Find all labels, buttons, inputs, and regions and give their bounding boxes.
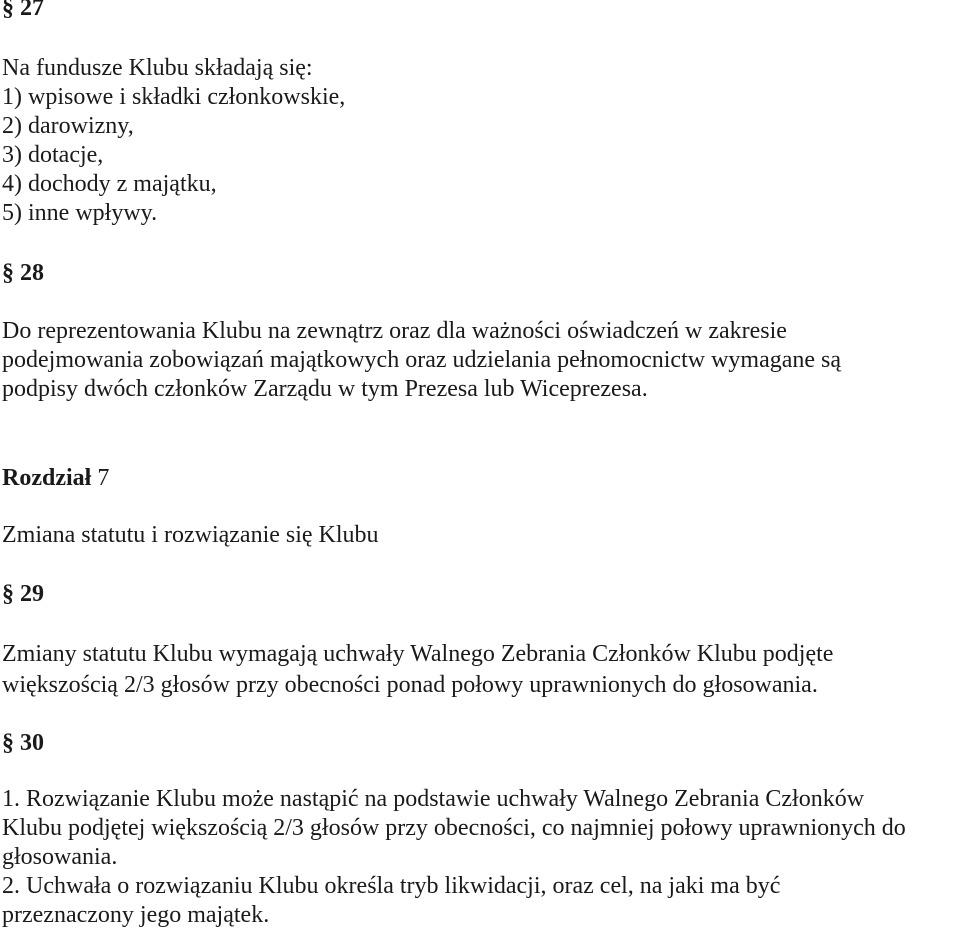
section-number: 27 [20,0,44,21]
section-number: 30 [20,730,44,756]
section-29-heading [2,580,44,608]
chapter-title: Zmiana statutu i rozwiązanie się Klubu [2,522,379,548]
paragraph-line: większością 2/3 głosów przy obecności ponad połowy uprawnionych do głosowania. [2,672,818,698]
paragraph-line: Zmiany statutu Klubu wymagają uchwały Walnego Zebrania Członków Klubu podjęte [2,641,834,667]
section-number: 29 [20,581,44,607]
funds-list [2,54,345,228]
funds-item: 3) dotacje, [2,142,104,168]
funds-item: 5) inne wpływy. [2,200,158,226]
paragraph-line: 1. Rozwiązanie Klubu może nastąpić na podstawie uchwały Walnego Zebrania Członków [2,786,865,812]
amendments-paragraph [2,639,833,701]
section-27-heading [2,0,44,22]
funds-item: 1) wpisowe i składki członkowskie, [2,84,346,110]
section-28-heading [2,259,44,287]
paragraph-line: podpisy dwóch członków Zarządu w tym Prezesa lub Wiceprezesa. [2,376,648,402]
paragraph-line: głosowania. [2,844,118,870]
chapter-number: 7 [97,465,110,491]
paragraph-line: 2. Uchwała o rozwiązaniu Klubu określa tryb likwidacji, oraz cel, na jaki ma być [2,873,781,899]
paragraph-line: podejmowania zobowiązań majątkowych oraz udzielania pełnomocnictw wymagane są [2,347,842,373]
section-symbol: § [2,0,14,21]
paragraph-line: Klubu podjętej większością 2/3 głosów przy obecności, co najmniej połowy uprawnionych do [2,815,906,841]
section-symbol: § [2,260,14,286]
section-number: 28 [20,260,44,286]
section-symbol: § [2,581,14,607]
paragraph-line: przeznaczony jego majątek. [2,902,270,928]
dissolution-paragraph [2,785,906,930]
funds-intro: Na fundusze Klubu składają się: [2,55,313,81]
section-symbol: § [2,730,14,756]
funds-item: 4) dochody z majątku, [2,171,217,197]
funds-item: 2) darowizny, [2,113,134,139]
section-30-heading [2,729,44,757]
chapter-heading [2,464,109,492]
paragraph-line: Do reprezentowania Klubu na zewnątrz oraz dla ważności oświadczeń w zakresie [2,318,787,344]
chapter-label: Rozdział [2,465,92,491]
representation-paragraph [2,317,841,404]
